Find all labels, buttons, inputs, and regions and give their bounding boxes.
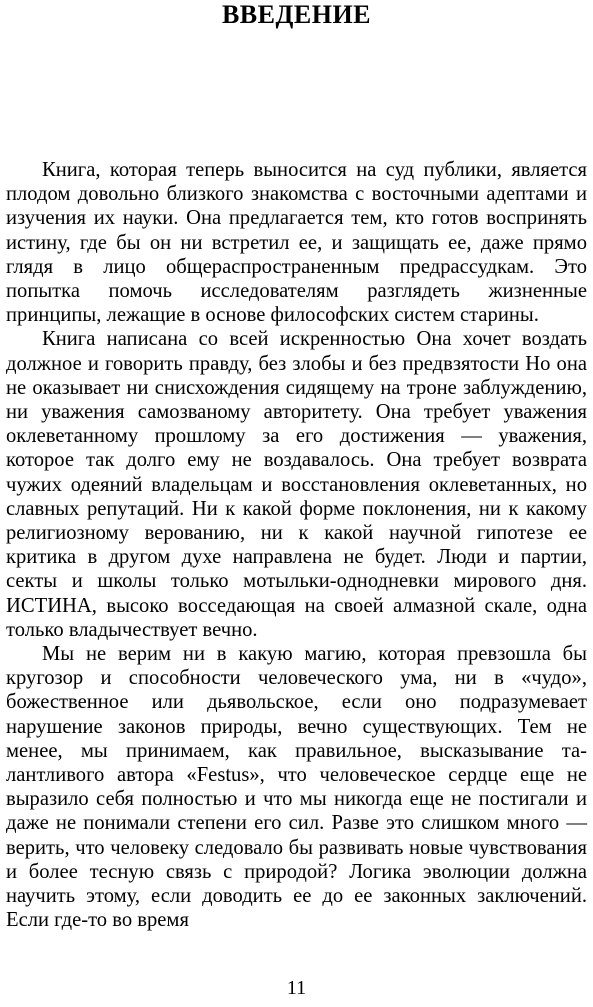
chapter-title: ВВЕДЕНИЕ — [221, 0, 372, 29]
paragraph-2: Книга написана со всей искренностью Она хочет воздать должное и говорить правду, без злобы и без предвзятости Но она не оказывает ни снисхождения сидящему на троне заблуждению, ни уважения самозваному авторитету. Она требует уважения оклеветанному прошлому за его достижения — уважения, которое так долго ему не воздавалось. Она требует возврата чужих одеяний владельцам и восстановления оклеветанных, но славных репутаций. Ни к какой форме поклонения, ни к какому религиозному верованию, ни к какой научной гипотезе ее критика в другом духе направлена не будет. Люди и партии, секты и школы только мотыльки-однодневки мирового дня. ИСТИНА, высоко восседающая на своей алмазной скале, одна только владычествует вечно. — [6, 328, 587, 641]
paragraph-1: Книга, которая теперь выносится на суд публики, является плодом довольно близкого знакомства с восточными адептами и изучения их науки. Она предлагается тем, кто готов воспринять истину, где бы он ни встретил ее, и защищать ее, даже прямо глядя в лицо общераспространенным предрассудкам. Это попытка помочь исследователям разглядеть жизненные принципы, лежащие в основе философских систем старины. — [6, 159, 587, 327]
body-text — [6, 158, 587, 933]
paragraph-3: Мы не верим ни в какую магию, которая превзошла бы кругозор и способности человеческого ума, ни в «чудо», божественное или дьявольское, если оно подразумевает нарушение законов природы, вечно существующих. Тем не менее, мы принимаем, как правильное, высказывание талантливого автора «Festus», что человеческое сердце еще не выразило себя полностью и что мы никогда еще не постигали и даже не понимали степени его сил. Разве это слишком много — верить, что человеку следовало бы развивать новые чувствования и более тесную связь с природой? Логика эволюции должна научить этому, если доводить ее до ее законных заключений. Если где-то во время — [6, 643, 587, 932]
page-number: 11 — [286, 977, 307, 999]
